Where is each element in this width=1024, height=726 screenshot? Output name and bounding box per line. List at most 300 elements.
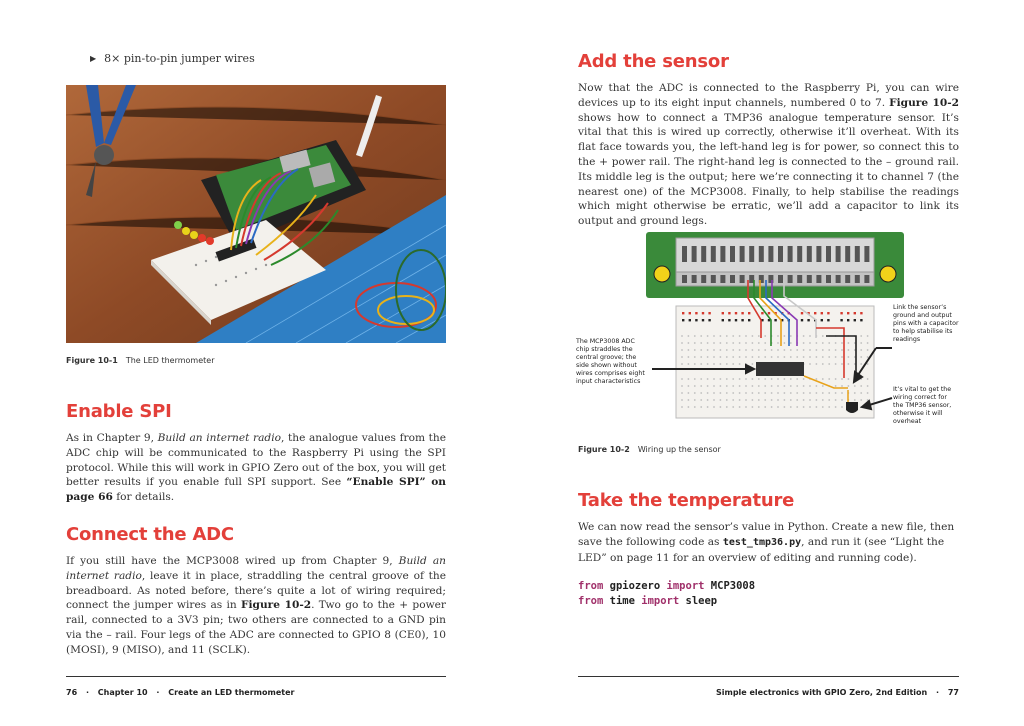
breadboard-hole bbox=[835, 342, 837, 344]
annotation-vital: It’s vital to get the wiring correct for the TMP36 sensor, otherwise it will overheat bbox=[893, 386, 952, 425]
code-block bbox=[578, 579, 755, 609]
breadboard-hole bbox=[726, 399, 728, 401]
breadboard-hole bbox=[860, 392, 862, 394]
breadboard-hole bbox=[848, 356, 850, 358]
breadboard-hole bbox=[700, 385, 702, 387]
breadboard-hole bbox=[758, 385, 760, 387]
breadboard-hole bbox=[867, 342, 869, 344]
figure-caption: Figure 10-1 The LED thermometer bbox=[66, 356, 215, 365]
breadboard-hole bbox=[848, 378, 850, 380]
breadboard-hole bbox=[867, 385, 869, 387]
breadboard-hole bbox=[739, 335, 741, 337]
gpio-pin bbox=[864, 275, 869, 283]
breadboard-hole bbox=[694, 385, 696, 387]
gpio-pin bbox=[759, 246, 764, 262]
rail-hole bbox=[722, 319, 724, 321]
gpio-pin bbox=[807, 246, 812, 262]
breadboard-hole bbox=[796, 392, 798, 394]
gpio-pin bbox=[845, 246, 850, 262]
breadboard-hole bbox=[713, 342, 715, 344]
breadboard-hole bbox=[790, 399, 792, 401]
breadboard-hole bbox=[771, 399, 773, 401]
breadboard-hole bbox=[726, 385, 728, 387]
rail-hole bbox=[761, 312, 763, 314]
breadboard-hole bbox=[720, 378, 722, 380]
breadboard-hole bbox=[860, 399, 862, 401]
breadboard-hole bbox=[700, 356, 702, 358]
breadboard-hole bbox=[790, 342, 792, 344]
breadboard-hole bbox=[816, 399, 818, 401]
breadboard-hole bbox=[835, 356, 837, 358]
rail-hole bbox=[735, 319, 737, 321]
heading-connect-adc: Connect the ADC bbox=[66, 524, 234, 545]
footer-rule bbox=[578, 676, 959, 677]
breadboard-hole bbox=[854, 392, 856, 394]
gpio-pin bbox=[768, 246, 773, 262]
bullet-item: ▶ 8× pin-to-pin jumper wires bbox=[90, 52, 255, 65]
breadboard-hole bbox=[752, 378, 754, 380]
cross-reference-link[interactable]: “Enable SPI” on page 66 bbox=[66, 476, 447, 504]
breadboard-hole bbox=[713, 399, 715, 401]
breadboard-hole bbox=[726, 378, 728, 380]
breadboard-hole bbox=[867, 378, 869, 380]
breadboard-hole bbox=[752, 385, 754, 387]
gpio-pin bbox=[692, 246, 697, 262]
gpio-pin bbox=[711, 275, 716, 283]
breadboard-hole bbox=[681, 363, 683, 365]
gpio-pin bbox=[778, 246, 783, 262]
breadboard-hole bbox=[700, 392, 702, 394]
breadboard-hole bbox=[784, 378, 786, 380]
gpio-pin bbox=[730, 246, 735, 262]
breadboard-hole bbox=[790, 378, 792, 380]
rail-hole bbox=[728, 319, 730, 321]
breadboard-hole bbox=[809, 392, 811, 394]
rail-hole bbox=[735, 312, 737, 314]
breadboard-hole bbox=[713, 378, 715, 380]
breadboard-hole bbox=[790, 406, 792, 408]
breadboard-hole bbox=[752, 392, 754, 394]
breadboard-hole bbox=[726, 349, 728, 351]
breadboard-hole bbox=[688, 378, 690, 380]
breadboard-hole bbox=[777, 342, 779, 344]
breadboard-hole bbox=[745, 356, 747, 358]
breadboard-hole bbox=[720, 342, 722, 344]
breadboard-hole bbox=[796, 378, 798, 380]
breadboard-hole bbox=[720, 363, 722, 365]
breadboard-hole bbox=[777, 406, 779, 408]
rail-hole bbox=[728, 312, 730, 314]
breadboard-hole bbox=[784, 335, 786, 337]
breadboard-hole bbox=[713, 349, 715, 351]
rail-hole bbox=[708, 319, 710, 321]
breadboard-hole bbox=[739, 363, 741, 365]
breadboard-hole bbox=[841, 349, 843, 351]
breadboard-hole bbox=[732, 385, 734, 387]
breadboard-hole bbox=[745, 392, 747, 394]
cross-reference-link[interactable]: Figure 10-2 bbox=[889, 96, 959, 109]
rail-hole bbox=[840, 312, 842, 314]
rail-hole bbox=[814, 312, 816, 314]
breadboard-hole bbox=[835, 406, 837, 408]
breadboard-hole bbox=[681, 385, 683, 387]
breadboard-hole bbox=[713, 356, 715, 358]
breadboard-hole bbox=[713, 406, 715, 408]
breadboard-hole bbox=[732, 356, 734, 358]
breadboard-hole bbox=[745, 399, 747, 401]
breadboard-hole bbox=[828, 356, 830, 358]
gpio-pin bbox=[720, 246, 725, 262]
breadboard-hole bbox=[681, 399, 683, 401]
breadboard-hole bbox=[732, 349, 734, 351]
heading-take-temperature: Take the temperature bbox=[578, 490, 795, 511]
breadboard-hole bbox=[764, 392, 766, 394]
breadboard-hole bbox=[739, 356, 741, 358]
breadboard-hole bbox=[694, 406, 696, 408]
gpio-pin bbox=[682, 246, 687, 262]
gpio-pin bbox=[836, 275, 841, 283]
breadboard-hole bbox=[803, 406, 805, 408]
rail-hole bbox=[741, 312, 743, 314]
wiring-diagram bbox=[576, 228, 958, 438]
breadboard-hole bbox=[777, 349, 779, 351]
rail-hole bbox=[834, 312, 836, 314]
breadboard-hole bbox=[784, 392, 786, 394]
rail-hole bbox=[807, 319, 809, 321]
breadboard-hole bbox=[720, 349, 722, 351]
breadboard-hole bbox=[688, 356, 690, 358]
breadboard-hole bbox=[758, 356, 760, 358]
gpio-pin bbox=[749, 246, 754, 262]
breadboard-hole bbox=[867, 349, 869, 351]
breadboard-hole bbox=[822, 335, 824, 337]
breadboard-hole bbox=[713, 363, 715, 365]
breadboard-hole bbox=[816, 378, 818, 380]
breadboard-hole bbox=[784, 385, 786, 387]
right-page bbox=[512, 0, 1024, 726]
gpio-pin bbox=[807, 275, 812, 283]
gpio-pin bbox=[855, 275, 860, 283]
breadboard-hole bbox=[860, 349, 862, 351]
gpio-pin bbox=[692, 275, 697, 283]
rail-hole bbox=[854, 319, 856, 321]
breadboard-hole bbox=[828, 406, 830, 408]
breadboard-hole bbox=[739, 399, 741, 401]
code-line: from gpiozero import MCP3008 bbox=[578, 580, 756, 592]
gpio-pin bbox=[711, 246, 716, 262]
breadboard-hole bbox=[841, 363, 843, 365]
breadboard-hole bbox=[707, 392, 709, 394]
rail-hole bbox=[801, 312, 803, 314]
breadboard-hole bbox=[809, 399, 811, 401]
breadboard-hole bbox=[752, 342, 754, 344]
breadboard-hole bbox=[822, 342, 824, 344]
rail-hole bbox=[847, 312, 849, 314]
breadboard-hole bbox=[809, 363, 811, 365]
breadboard-hole bbox=[764, 406, 766, 408]
breadboard-hole bbox=[694, 378, 696, 380]
breadboard-hole bbox=[816, 363, 818, 365]
paragraph-connect-adc: If you still have the MCP3008 wired up from Chapter 9, Build an internet radio, leave it in place, straddling the central groove of the breadboard. As noted before, there’s quite a lot of wiring required; connect the jumper wires as in Figure 10-2. Two go to the + power rail, connected to a 3V3 pin; two others are connected to a GND pin via the – rail. Four legs of the ADC are connected to GPIO 8 (CE0), 10 (MOSI), 9 (MISO), and 11 (SCLK). bbox=[66, 555, 446, 656]
breadboard-hole bbox=[752, 335, 754, 337]
breadboard-hole bbox=[707, 335, 709, 337]
breadboard-hole bbox=[867, 356, 869, 358]
breadboard-hole bbox=[828, 349, 830, 351]
breadboard-hole bbox=[726, 342, 728, 344]
rail-hole bbox=[854, 312, 856, 314]
breadboard-hole bbox=[688, 385, 690, 387]
breadboard-hole bbox=[796, 399, 798, 401]
breadboard-hole bbox=[745, 385, 747, 387]
rail-hole bbox=[755, 319, 757, 321]
breadboard-hole bbox=[816, 406, 818, 408]
breadboard-hole bbox=[732, 406, 734, 408]
breadboard-hole bbox=[835, 363, 837, 365]
breadboard-hole bbox=[732, 335, 734, 337]
breadboard-hole bbox=[771, 392, 773, 394]
breadboard-hole bbox=[745, 335, 747, 337]
breadboard-hole bbox=[822, 356, 824, 358]
breadboard-hole bbox=[777, 378, 779, 380]
breadboard-hole bbox=[784, 406, 786, 408]
breadboard-hole bbox=[822, 349, 824, 351]
rail-hole bbox=[748, 312, 750, 314]
breadboard-hole bbox=[681, 392, 683, 394]
breadboard-hole bbox=[745, 406, 747, 408]
breadboard-hole bbox=[739, 378, 741, 380]
breadboard-hole bbox=[758, 349, 760, 351]
breadboard-hole bbox=[816, 356, 818, 358]
breadboard-hole bbox=[758, 399, 760, 401]
breadboard-hole bbox=[752, 406, 754, 408]
breadboard-hole bbox=[816, 349, 818, 351]
gpio-pin bbox=[701, 246, 706, 262]
breadboard-hole bbox=[700, 342, 702, 344]
gpio-pin bbox=[816, 246, 821, 262]
breadboard-hole bbox=[835, 399, 837, 401]
breadboard-hole bbox=[803, 385, 805, 387]
rail-hole bbox=[860, 312, 862, 314]
gpio-pin bbox=[797, 246, 802, 262]
breadboard-hole bbox=[822, 392, 824, 394]
gpio-pin bbox=[788, 275, 793, 283]
breadboard-hole bbox=[784, 342, 786, 344]
breadboard-hole bbox=[867, 392, 869, 394]
gpio-pin bbox=[816, 275, 821, 283]
rail-hole bbox=[715, 312, 717, 314]
breadboard-hole bbox=[822, 406, 824, 408]
breadboard-hole bbox=[758, 392, 760, 394]
rail-hole bbox=[702, 312, 704, 314]
breadboard-hole bbox=[835, 385, 837, 387]
breadboard-hole bbox=[732, 378, 734, 380]
led-thermometer-photo bbox=[66, 85, 446, 343]
breadboard-hole bbox=[688, 349, 690, 351]
breadboard-hole bbox=[809, 342, 811, 344]
breadboard-hole bbox=[681, 406, 683, 408]
breadboard-hole bbox=[867, 363, 869, 365]
breadboard-hole bbox=[707, 349, 709, 351]
breadboard-hole bbox=[816, 392, 818, 394]
breadboard-hole bbox=[822, 385, 824, 387]
rail-hole bbox=[708, 312, 710, 314]
paragraph-take-temperature: We can now read the sensor’s value in Python. Create a new file, then save the following code as test_tmp36.py, and run it (see “Light the LED” on page 11 for an overview of editing and running code). bbox=[578, 521, 955, 564]
breadboard-hole bbox=[841, 378, 843, 380]
heading-add-sensor: Add the sensor bbox=[578, 51, 729, 72]
breadboard-hole bbox=[694, 392, 696, 394]
breadboard-hole bbox=[841, 385, 843, 387]
gpio-pin bbox=[864, 246, 869, 262]
breadboard-hole bbox=[771, 378, 773, 380]
breadboard-hole bbox=[790, 356, 792, 358]
breadboard-hole bbox=[700, 363, 702, 365]
figure-caption: Figure 10-2 Wiring up the sensor bbox=[578, 445, 721, 454]
breadboard-hole bbox=[688, 406, 690, 408]
breadboard-hole bbox=[732, 363, 734, 365]
breadboard-hole bbox=[841, 392, 843, 394]
breadboard-hole bbox=[694, 399, 696, 401]
breadboard-hole bbox=[681, 349, 683, 351]
rail-hole bbox=[801, 319, 803, 321]
breadboard-hole bbox=[720, 356, 722, 358]
breadboard-hole bbox=[688, 363, 690, 365]
breadboard-hole bbox=[784, 399, 786, 401]
breadboard-hole bbox=[822, 378, 824, 380]
breadboard-hole bbox=[809, 406, 811, 408]
breadboard-hole bbox=[803, 392, 805, 394]
gpio-pin bbox=[836, 246, 841, 262]
breadboard-hole bbox=[784, 349, 786, 351]
breadboard-hole bbox=[777, 392, 779, 394]
breadboard-hole bbox=[860, 363, 862, 365]
breadboard-hole bbox=[854, 385, 856, 387]
breadboard-hole bbox=[707, 378, 709, 380]
rail-hole bbox=[794, 312, 796, 314]
breadboard-hole bbox=[803, 378, 805, 380]
breadboard-hole bbox=[803, 356, 805, 358]
breadboard-hole bbox=[720, 392, 722, 394]
breadboard-hole bbox=[860, 385, 862, 387]
breadboard-hole bbox=[707, 356, 709, 358]
breadboard-hole bbox=[860, 342, 862, 344]
breadboard-hole bbox=[752, 349, 754, 351]
breadboard-hole bbox=[848, 363, 850, 365]
breadboard-hole bbox=[828, 399, 830, 401]
breadboard-hole bbox=[713, 392, 715, 394]
breadboard-hole bbox=[707, 385, 709, 387]
breadboard-hole bbox=[726, 335, 728, 337]
breadboard-hole bbox=[796, 406, 798, 408]
breadboard-hole bbox=[784, 356, 786, 358]
breadboard-hole bbox=[720, 335, 722, 337]
breadboard-hole bbox=[700, 335, 702, 337]
rail-hole bbox=[847, 319, 849, 321]
breadboard-hole bbox=[720, 406, 722, 408]
rail-hole bbox=[827, 319, 829, 321]
rail-hole bbox=[682, 319, 684, 321]
heading-enable-spi: Enable SPI bbox=[66, 401, 172, 422]
rail-hole bbox=[741, 319, 743, 321]
breadboard-hole bbox=[803, 335, 805, 337]
breadboard-hole bbox=[688, 392, 690, 394]
breadboard-hole bbox=[771, 406, 773, 408]
breadboard-hole bbox=[860, 356, 862, 358]
gpio-pin bbox=[797, 275, 802, 283]
breadboard-hole bbox=[688, 399, 690, 401]
breadboard-hole bbox=[867, 335, 869, 337]
breadboard-hole bbox=[809, 349, 811, 351]
breadboard-hole bbox=[803, 342, 805, 344]
rail-hole bbox=[840, 319, 842, 321]
breadboard-hole bbox=[758, 342, 760, 344]
breadboard-hole bbox=[828, 378, 830, 380]
breadboard-hole bbox=[803, 349, 805, 351]
breadboard-hole bbox=[828, 363, 830, 365]
breadboard-hole bbox=[694, 335, 696, 337]
breadboard-hole bbox=[809, 385, 811, 387]
breadboard-hole bbox=[822, 399, 824, 401]
breadboard-hole bbox=[764, 342, 766, 344]
footer-rule bbox=[66, 676, 446, 677]
breadboard-hole bbox=[700, 406, 702, 408]
rail-hole bbox=[702, 319, 704, 321]
breadboard-hole bbox=[688, 335, 690, 337]
breadboard-hole bbox=[694, 363, 696, 365]
breadboard-hole bbox=[777, 356, 779, 358]
breadboard-hole bbox=[752, 356, 754, 358]
annotation-adc: The MCP3008 ADC chip straddles the central groove; the side shown without wires comprises eight input characteristics bbox=[576, 338, 645, 385]
breadboard-hole bbox=[796, 349, 798, 351]
breadboard-hole bbox=[681, 356, 683, 358]
rail-hole bbox=[722, 312, 724, 314]
code-line: from time import sleep bbox=[578, 595, 718, 607]
breadboard-hole bbox=[700, 399, 702, 401]
breadboard-hole bbox=[681, 335, 683, 337]
breadboard-hole bbox=[745, 378, 747, 380]
breadboard-hole bbox=[809, 335, 811, 337]
rail-hole bbox=[768, 312, 770, 314]
rail-hole bbox=[695, 319, 697, 321]
breadboard-hole bbox=[828, 392, 830, 394]
breadboard-hole bbox=[771, 356, 773, 358]
breadboard-hole bbox=[700, 349, 702, 351]
rail-hole bbox=[834, 319, 836, 321]
rail-hole bbox=[682, 312, 684, 314]
breadboard-hole bbox=[752, 399, 754, 401]
breadboard-hole bbox=[790, 349, 792, 351]
rail-hole bbox=[748, 319, 750, 321]
footer-left: 76 · Chapter 10 · Create an LED thermometer bbox=[66, 688, 295, 697]
breadboard-hole bbox=[835, 349, 837, 351]
filename-code: test_tmp36.py bbox=[722, 536, 802, 548]
gpio-pin bbox=[788, 246, 793, 262]
breadboard-hole bbox=[745, 349, 747, 351]
breadboard-hole bbox=[745, 342, 747, 344]
gpio-pin bbox=[740, 246, 745, 262]
breadboard-hole bbox=[809, 356, 811, 358]
breadboard-hole bbox=[828, 342, 830, 344]
breadboard-hole bbox=[854, 399, 856, 401]
breadboard-hole bbox=[822, 363, 824, 365]
cross-reference-link[interactable]: Figure 10-2 bbox=[241, 599, 312, 612]
gpio-pin bbox=[855, 246, 860, 262]
rail-hole bbox=[689, 312, 691, 314]
paragraph-enable-spi: As in Chapter 9, Build an internet radio, the analogue values from the ADC chip will be communicated to the Raspberry Pi using the SPI protocol. While this will work in GPIO Zero out of the box, you will get better results if you enable full SPI support. See “Enable SPI” on page 66 for details. bbox=[66, 432, 447, 504]
breadboard-hole bbox=[720, 399, 722, 401]
breadboard-hole bbox=[707, 399, 709, 401]
gpio-pin bbox=[740, 275, 745, 283]
gpio-pin bbox=[701, 275, 706, 283]
